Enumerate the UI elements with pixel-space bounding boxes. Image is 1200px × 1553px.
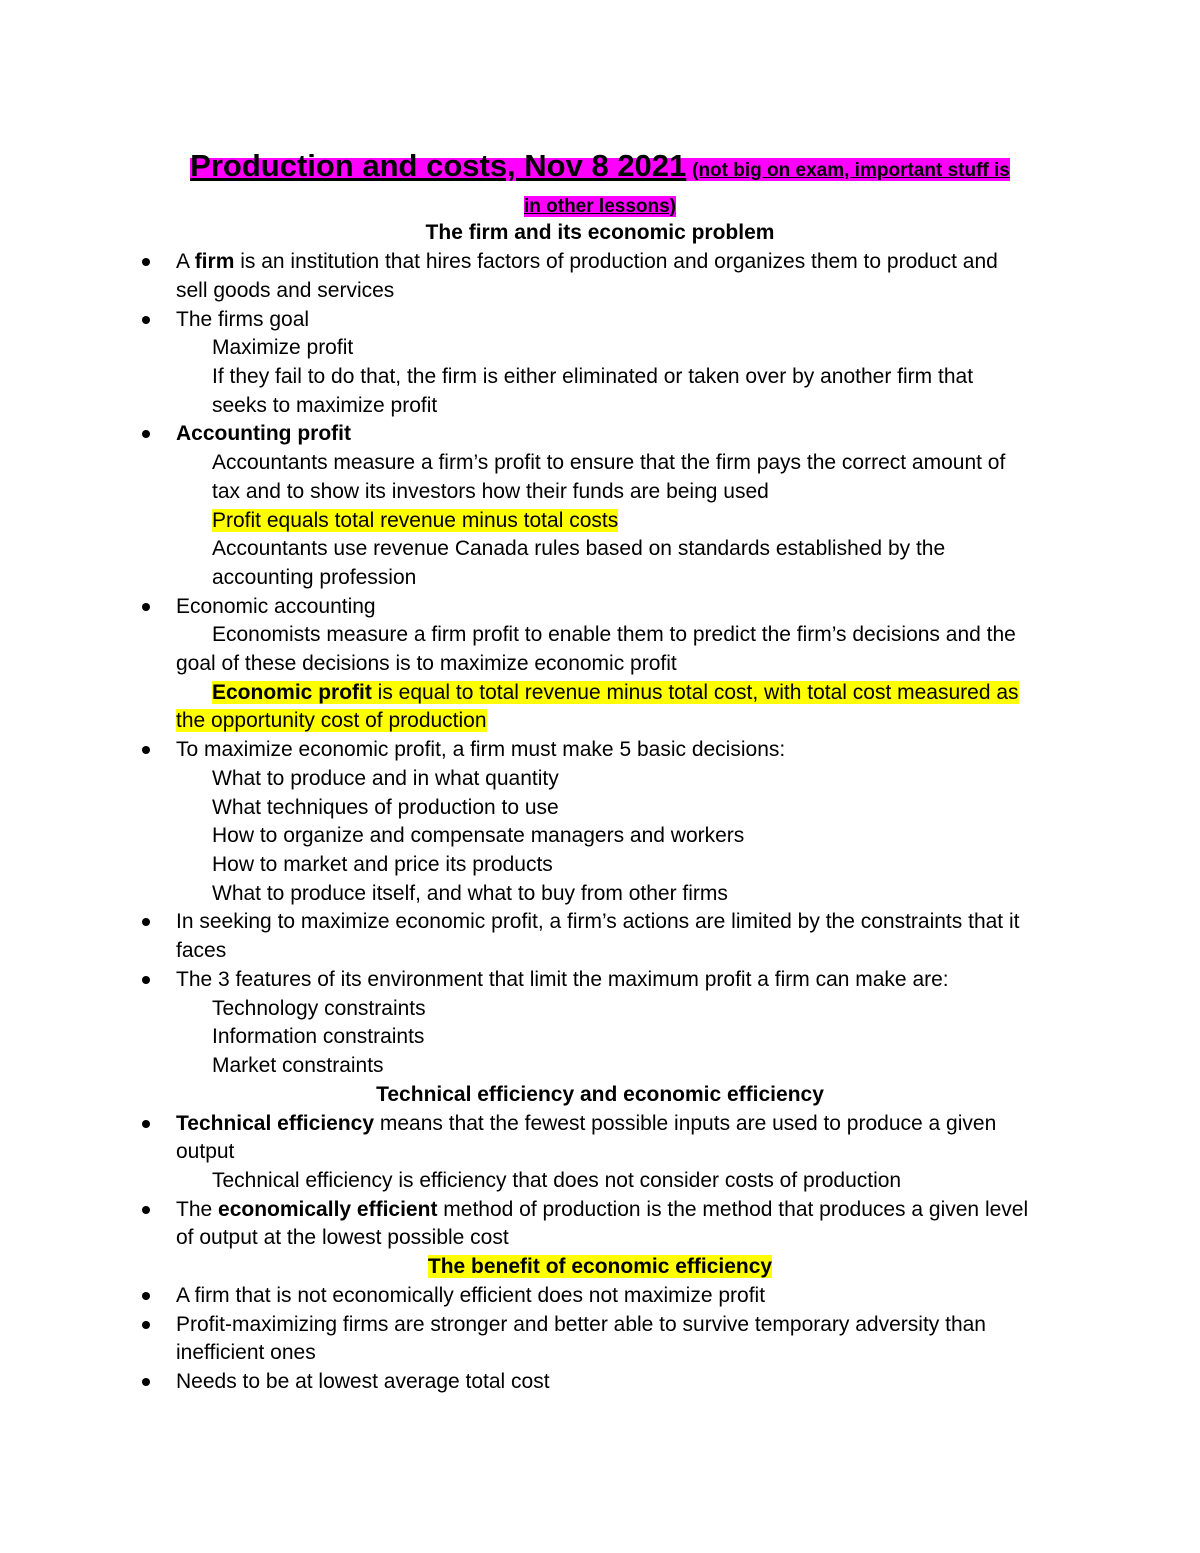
bullet-icon	[140, 420, 154, 448]
list-item: A firm that is not economically efficient does not maximize profit	[176, 1284, 766, 1307]
list-item-continuation: output	[176, 1140, 235, 1163]
bullet-icon	[140, 306, 154, 334]
list-item: A firm is an institution that hires factors of production and organizes them to product and	[176, 250, 998, 273]
list-item: The firms goal	[176, 308, 310, 331]
list-item: Technical efficiency means that the fewest possible inputs are used to produce a given	[176, 1112, 997, 1135]
list-item: Economic accounting	[176, 595, 376, 618]
title-main: Production and costs, Nov 8 2021	[190, 148, 687, 183]
section-heading-benefit: The benefit of economic efficiency	[427, 1255, 773, 1278]
sub-item: What to produce and in what quantity	[212, 767, 559, 790]
bullet-icon	[140, 1311, 154, 1339]
sub-item-highlight-continuation: the opportunity cost of production	[176, 709, 487, 732]
sub-item: Information constraints	[212, 1025, 425, 1048]
list-item: Needs to be at lowest average total cost	[176, 1370, 550, 1393]
list-item-continuation: of output at the lowest possible cost	[176, 1226, 509, 1249]
sub-item-continuation: accounting profession	[212, 566, 417, 589]
sub-item: Maximize profit	[212, 336, 354, 359]
bullet-icon	[140, 1110, 154, 1138]
bullet-icon	[140, 908, 154, 936]
sub-item: What techniques of production to use	[212, 796, 559, 819]
sub-item: What to produce itself, and what to buy from other firms	[212, 882, 728, 905]
sub-item-highlight: Profit equals total revenue minus total costs	[212, 509, 619, 532]
bullet-icon	[140, 1196, 154, 1224]
sub-item: Technical efficiency is efficiency that does not consider costs of production	[212, 1169, 902, 1192]
list-item: Profit-maximizing firms are stronger and better able to survive temporary adversity than	[176, 1313, 986, 1336]
bullet-icon	[140, 1282, 154, 1310]
bullet-icon	[140, 1368, 154, 1396]
sub-item-highlight: Economic profit is equal to total revenue minus total cost, with total cost measured as	[212, 681, 1019, 704]
list-item: In seeking to maximize economic profit, a firm’s actions are limited by the constraints that it	[176, 910, 1020, 933]
bullet-icon	[140, 248, 154, 276]
list-item: Accounting profit	[176, 422, 351, 445]
sub-item: Economists measure a firm profit to enable them to predict the firm’s decisions and the	[212, 623, 1016, 646]
sub-item: Technology constraints	[212, 997, 426, 1020]
title-note: (not big on exam, important stuff is	[692, 160, 1010, 181]
bullet-icon	[140, 736, 154, 764]
sub-item-continuation: seeks to maximize profit	[212, 394, 438, 417]
list-item: The 3 features of its environment that limit the maximum profit a firm can make are:	[176, 968, 949, 991]
list-item-continuation: sell goods and services	[176, 279, 395, 302]
sub-item: Accountants measure a firm’s profit to ensure that the firm pays the correct amount of	[212, 451, 1006, 474]
list-item: To maximize economic profit, a firm must make 5 basic decisions:	[176, 738, 786, 761]
list-item-continuation: faces	[176, 939, 227, 962]
sub-item: Market constraints	[212, 1054, 384, 1077]
section-heading-efficiency: Technical efficiency and economic efficiency	[376, 1083, 824, 1106]
sub-item: How to market and price its products	[212, 853, 553, 876]
bullet-icon	[140, 593, 154, 621]
document-title	[0, 146, 1200, 191]
bullet-icon	[140, 966, 154, 994]
section-heading-firm: The firm and its economic problem	[425, 221, 775, 244]
sub-item: How to organize and compensate managers and workers	[212, 824, 745, 847]
list-item-continuation: inefficient ones	[176, 1341, 316, 1364]
sub-item-continuation: goal of these decisions is to maximize economic profit	[176, 652, 677, 675]
sub-item: Accountants use revenue Canada rules based on standards established by the	[212, 537, 946, 560]
title-note-line2: in other lessons)	[523, 196, 677, 217]
sub-item-continuation: tax and to show its investors how their funds are being used	[212, 480, 769, 503]
sub-item: If they fail to do that, the firm is either eliminated or taken over by another firm that	[212, 365, 974, 388]
list-item: The economically efficient method of production is the method that produces a given level	[176, 1198, 1029, 1221]
